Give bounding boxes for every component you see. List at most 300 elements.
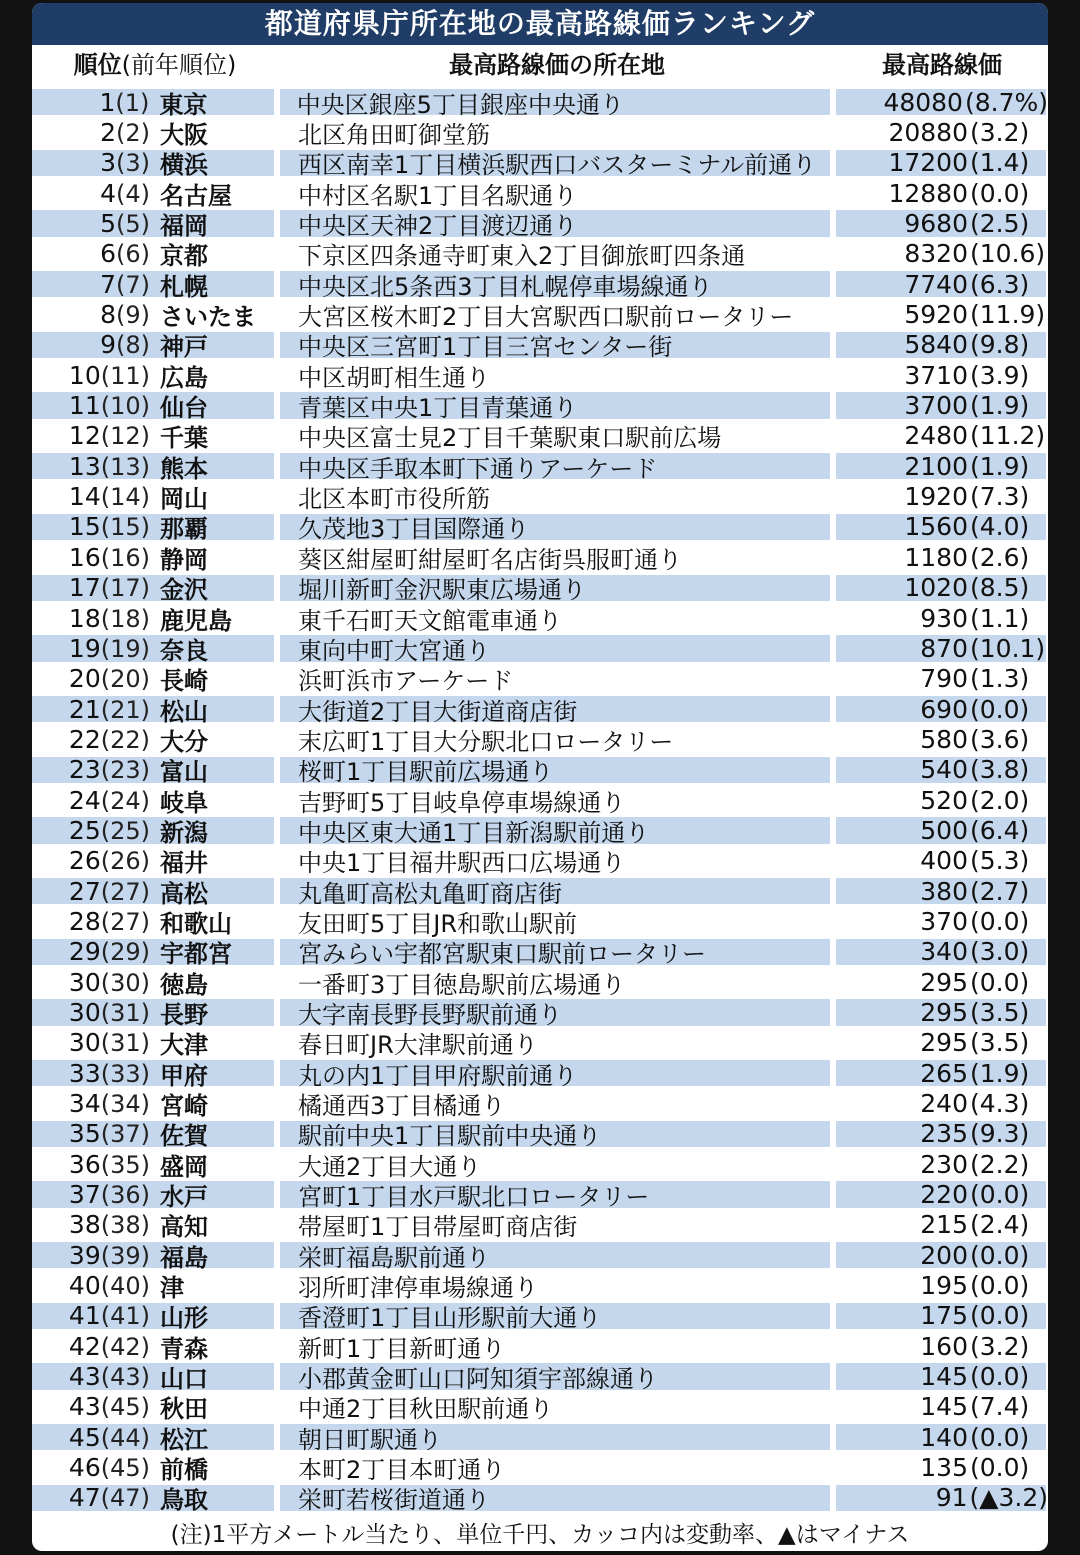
table-row xyxy=(32,1210,1048,1240)
city-name: 名古屋 xyxy=(160,181,232,210)
table-row xyxy=(32,633,1048,663)
rank-cell xyxy=(32,1059,150,1088)
rank-value: 16 xyxy=(68,542,101,572)
price-value: 195 xyxy=(920,1271,968,1301)
prev-rank-value: (10) xyxy=(100,392,150,421)
city-name: さいたま xyxy=(160,303,256,332)
rank-value: 35 xyxy=(68,1119,101,1149)
prev-rank-value: (29) xyxy=(100,938,150,967)
rank-cell xyxy=(32,1028,150,1057)
rank-cell xyxy=(32,543,150,572)
rank-cell xyxy=(32,1271,150,1300)
rank-cell xyxy=(32,755,150,784)
rank-value: 30 xyxy=(68,1028,101,1058)
change-rate: (2.7) xyxy=(970,876,1030,906)
rank-cell xyxy=(32,300,150,329)
table-row xyxy=(32,451,1048,481)
rank-value: 29 xyxy=(68,937,101,967)
city-name: 静岡 xyxy=(160,545,208,574)
prev-rank-value: (36) xyxy=(100,1181,150,1210)
rank-value: 20 xyxy=(68,664,101,694)
prev-rank-value: (27) xyxy=(100,877,150,906)
rank-value: 47 xyxy=(68,1483,101,1513)
rank-value: 12 xyxy=(68,421,101,451)
rank-cell xyxy=(32,88,149,117)
prev-rank-value: (31) xyxy=(100,1029,150,1058)
location-text: 一番町3丁目徳島駅前広場通り xyxy=(298,970,626,999)
rank-cell xyxy=(32,270,150,299)
rank-value: 8 xyxy=(100,300,116,330)
prev-rank-value: (13) xyxy=(100,452,150,481)
change-rate: (1.1) xyxy=(970,603,1030,633)
price-value: 295 xyxy=(920,997,968,1027)
rank-cell xyxy=(32,1119,150,1148)
rank-cell xyxy=(32,1453,150,1482)
prev-rank-value: (21) xyxy=(100,695,150,724)
price-value: 295 xyxy=(920,1028,968,1058)
table-row xyxy=(32,148,1048,178)
prev-rank-value: (16) xyxy=(100,543,150,572)
prev-rank-value: (24) xyxy=(100,786,150,815)
price-value: 340 xyxy=(920,937,968,967)
header-location: 最高路線価の所在地 xyxy=(282,47,836,83)
city-name: 大阪 xyxy=(160,121,208,150)
location-text: 中央区天神2丁目渡辺通り xyxy=(298,212,578,241)
prev-rank-value: (9) xyxy=(116,301,150,330)
price-value: 3700 xyxy=(904,391,968,421)
rank-value: 33 xyxy=(68,1058,101,1088)
location-text: 丸の内1丁目甲府駅前通り xyxy=(298,1061,578,1090)
price-value: 540 xyxy=(920,755,968,785)
location-text: 浜町浜市アーケード xyxy=(298,667,514,696)
rank-cell xyxy=(32,239,150,268)
price-value: 20880 xyxy=(888,118,968,148)
city-name: 山形 xyxy=(160,1304,208,1333)
city-name: 高知 xyxy=(160,1213,208,1242)
prev-rank-value: (15) xyxy=(100,513,150,542)
table-row xyxy=(32,1483,1048,1513)
change-rate: (3.2) xyxy=(970,118,1030,148)
location-text: 宮みらい宇都宮駅東口駅前ロータリー xyxy=(298,940,706,969)
city-name: 高松 xyxy=(160,879,208,908)
rank-cell xyxy=(32,1301,150,1330)
prev-rank-value: (45) xyxy=(100,1454,150,1483)
rank-value: 36 xyxy=(68,1149,101,1179)
table-row xyxy=(32,1088,1048,1121)
change-rate: (0.0) xyxy=(970,1180,1030,1210)
location-text: 青葉区中央1丁目青葉通り xyxy=(298,394,578,423)
rank-cell xyxy=(32,1483,150,1512)
change-rate: (11.2) xyxy=(970,421,1046,451)
city-name: 佐賀 xyxy=(160,1122,208,1151)
rank-value: 1 xyxy=(99,87,116,117)
table-row xyxy=(32,694,1048,724)
table-header xyxy=(32,47,1048,83)
location-text: 中央区北5条西3丁目札幌停車場線通り xyxy=(298,272,713,301)
rank-cell xyxy=(32,1210,150,1239)
location-text: 栄町若桜街道通り xyxy=(297,1486,490,1515)
change-rate: (5.3) xyxy=(970,846,1030,876)
change-rate: (4.3) xyxy=(970,1089,1030,1119)
table-row xyxy=(32,997,1048,1027)
location-text: 中央区東大通1丁目新潟駅前通り xyxy=(298,818,650,847)
price-value: 7740 xyxy=(904,269,968,299)
table-row xyxy=(32,1392,1048,1422)
city-name: 那覇 xyxy=(160,515,208,544)
rank-value: 9 xyxy=(100,330,116,360)
rank-value: 6 xyxy=(100,239,116,269)
price-value: 400 xyxy=(920,846,968,876)
rank-cell xyxy=(32,998,150,1027)
table-row xyxy=(32,178,1048,208)
city-name: 甲府 xyxy=(160,1061,208,1090)
rank-value: 41 xyxy=(68,1301,101,1331)
location-text: 中央区富士見2丁目千葉駅東口駅前広場 xyxy=(298,424,722,453)
prev-rank-value: (45) xyxy=(100,1393,150,1422)
header-rank-label: 順位 xyxy=(73,51,122,79)
rank-cell xyxy=(32,148,150,177)
rank-cell xyxy=(32,816,150,845)
rank-value: 30 xyxy=(68,997,101,1027)
rank-value: 34 xyxy=(68,1089,101,1119)
rank-cell xyxy=(32,786,150,815)
location-text: 春日町JR大津駅前通り xyxy=(298,1031,538,1060)
prev-rank-value: (37) xyxy=(100,1120,150,1149)
table-row xyxy=(32,87,1048,117)
location-text: 朝日町駅通り xyxy=(298,1425,442,1454)
table-row xyxy=(32,117,1048,150)
location-text: 中村区名駅1丁目名駅通り xyxy=(298,181,578,210)
prev-rank-value: (4) xyxy=(116,179,150,208)
change-rate: (6.4) xyxy=(970,815,1030,845)
change-rate: (2.2) xyxy=(970,1149,1030,1179)
rank-value: 22 xyxy=(68,724,101,754)
prev-rank-value: (26) xyxy=(100,847,150,876)
table-row xyxy=(32,755,1048,785)
location-text: 橘通西3丁目橘通り xyxy=(298,1092,506,1121)
location-text: 丸亀町高松丸亀町商店街 xyxy=(298,879,562,908)
change-rate: (0.0) xyxy=(970,967,1030,997)
change-rate: (3.8) xyxy=(970,755,1030,785)
city-name: 神戸 xyxy=(160,333,208,362)
city-name: 長野 xyxy=(160,1000,208,1029)
change-rate: (0.0) xyxy=(970,1301,1030,1331)
change-rate: (2.4) xyxy=(970,1210,1030,1240)
price-value: 160 xyxy=(920,1331,968,1361)
location-text: 小郡黄金町山口阿知須宇部線通り xyxy=(298,1365,658,1394)
location-text: 本町2丁目本町通り xyxy=(298,1456,506,1485)
change-rate: (8.7%) xyxy=(964,87,1048,117)
change-rate: (0.0) xyxy=(970,178,1030,208)
city-name: 東京 xyxy=(159,90,208,119)
table-row xyxy=(32,1301,1048,1331)
change-rate: (0.0) xyxy=(970,1271,1030,1301)
city-name: 大分 xyxy=(160,727,208,756)
change-rate: (3.6) xyxy=(970,724,1030,754)
rank-cell xyxy=(32,209,150,238)
rank-cell xyxy=(32,1180,150,1209)
location-text: 中央1丁目福井駅西口広場通り xyxy=(298,849,626,878)
price-value: 91 xyxy=(935,1483,968,1513)
price-value: 2480 xyxy=(904,421,968,451)
change-rate: (9.8) xyxy=(970,330,1030,360)
table-title: 都道府県庁所在地の最高路線価ランキング xyxy=(32,3,1048,45)
price-value: 220 xyxy=(920,1180,968,1210)
city-name: 松江 xyxy=(160,1425,208,1454)
table-row xyxy=(32,603,1048,633)
prev-rank-value: (34) xyxy=(100,1090,150,1119)
rank-value: 11 xyxy=(68,391,101,421)
city-name: 盛岡 xyxy=(160,1152,208,1181)
location-text: 大宮区桜木町2丁目大宮駅西口駅前ロータリー xyxy=(298,303,794,332)
table-row xyxy=(32,815,1048,845)
rank-cell xyxy=(32,512,150,541)
price-value: 520 xyxy=(920,785,968,815)
prev-rank-value: (6) xyxy=(116,240,150,269)
table-row xyxy=(32,573,1048,603)
change-rate: (1.9) xyxy=(970,451,1030,481)
price-value: 265 xyxy=(920,1058,968,1088)
rank-value: 43 xyxy=(68,1362,101,1392)
change-rate: (▲3.2) xyxy=(969,1483,1048,1513)
prev-rank-value: (44) xyxy=(100,1423,150,1452)
table-row xyxy=(32,1361,1048,1394)
change-rate: (0.0) xyxy=(970,906,1030,936)
change-rate: (7.3) xyxy=(970,482,1030,512)
prev-rank-value: (40) xyxy=(100,1272,150,1301)
prev-rank-value: (19) xyxy=(100,634,150,663)
header-prev-rank-label: (前年順位) xyxy=(121,51,237,79)
location-text: 帯屋町1丁目帯屋町商店街 xyxy=(298,1213,578,1242)
city-name: 秋田 xyxy=(160,1395,208,1424)
location-text: 北区角田町御堂筋 xyxy=(298,121,490,150)
city-name: 新潟 xyxy=(160,818,208,847)
table-row xyxy=(32,1149,1048,1179)
rank-value: 23 xyxy=(68,755,101,785)
change-rate: (3.9) xyxy=(970,360,1030,390)
city-name: 富山 xyxy=(160,758,208,787)
price-value: 295 xyxy=(920,967,968,997)
rank-value: 40 xyxy=(68,1271,101,1301)
ranking-card xyxy=(32,3,1048,1551)
rank-cell xyxy=(32,452,150,481)
rank-cell xyxy=(32,634,150,663)
rank-cell xyxy=(32,421,150,450)
rank-value: 46 xyxy=(68,1453,101,1483)
city-name: 千葉 xyxy=(160,424,208,453)
prev-rank-value: (30) xyxy=(100,968,150,997)
price-value: 930 xyxy=(920,603,968,633)
price-value: 380 xyxy=(920,876,968,906)
city-name: 前橋 xyxy=(160,1456,208,1485)
table-row xyxy=(32,239,1048,269)
price-value: 370 xyxy=(920,906,968,936)
table-row xyxy=(32,1422,1048,1452)
change-rate: (10.6) xyxy=(970,239,1046,269)
prev-rank-value: (27) xyxy=(100,907,150,936)
city-name: 大津 xyxy=(160,1031,208,1060)
price-value: 690 xyxy=(920,694,968,724)
table-row xyxy=(32,724,1048,754)
rank-value: 28 xyxy=(68,906,101,936)
location-text: 北区本町市役所筋 xyxy=(298,485,490,514)
prev-rank-value: (23) xyxy=(100,756,150,785)
table-row xyxy=(32,876,1048,906)
table-row xyxy=(32,1331,1048,1361)
city-name: 横浜 xyxy=(160,151,208,180)
rank-cell xyxy=(32,1392,150,1421)
rank-cell xyxy=(32,695,150,724)
change-rate: (3.5) xyxy=(970,997,1030,1027)
rank-value: 5 xyxy=(100,209,116,239)
rank-cell xyxy=(32,725,150,754)
rank-value: 18 xyxy=(68,603,101,633)
price-value: 175 xyxy=(920,1301,968,1331)
change-rate: (0.0) xyxy=(970,1453,1030,1483)
prev-rank-value: (3) xyxy=(116,149,150,178)
city-name: 山口 xyxy=(160,1365,208,1394)
rank-value: 38 xyxy=(68,1210,101,1240)
prev-rank-value: (35) xyxy=(100,1150,150,1179)
price-value: 8320 xyxy=(904,239,968,269)
price-value: 870 xyxy=(920,633,968,663)
location-text: 中区胡町相生通り xyxy=(298,363,490,392)
rank-value: 17 xyxy=(68,573,101,603)
rank-cell xyxy=(32,179,150,208)
prev-rank-value: (25) xyxy=(100,816,150,845)
city-name: 福岡 xyxy=(160,212,208,241)
prev-rank-value: (22) xyxy=(100,725,150,754)
prev-rank-value: (20) xyxy=(100,665,150,694)
change-rate: (6.3) xyxy=(970,269,1030,299)
city-name: 宮崎 xyxy=(160,1092,208,1121)
rank-cell xyxy=(32,937,150,966)
price-value: 1020 xyxy=(904,573,968,603)
price-value: 135 xyxy=(920,1453,968,1483)
footnote: (注)1平方メートル当たり、単位千円、カッコ内は変動率、▲はマイナス xyxy=(170,1522,910,1548)
prev-rank-value: (43) xyxy=(100,1363,150,1392)
header-price: 最高路線価 xyxy=(882,51,1002,79)
rank-cell xyxy=(32,846,150,875)
price-value: 9680 xyxy=(904,209,968,239)
table-row xyxy=(32,1028,1048,1058)
rank-value: 39 xyxy=(68,1240,101,1270)
location-text: 香澄町1丁目山形駅前大通り xyxy=(298,1304,602,1333)
location-text: 中通2丁目秋田駅前通り xyxy=(298,1395,554,1424)
location-text: 末広町1丁目大分駅北口ロータリー xyxy=(298,727,674,756)
location-text: 葵区紺屋町紺屋町名店街呉服町通り xyxy=(298,545,682,574)
rank-cell xyxy=(32,1362,150,1391)
prev-rank-value: (31) xyxy=(100,998,150,1027)
city-name: 徳島 xyxy=(160,970,208,999)
location-text: 中央区三宮町1丁目三宮センター街 xyxy=(298,333,673,362)
table-row xyxy=(32,390,1048,423)
city-name: 金沢 xyxy=(160,576,208,605)
table-row xyxy=(32,542,1048,572)
location-text: 桜町1丁目駅前広場通り xyxy=(298,758,554,787)
table-row xyxy=(32,299,1048,332)
rank-cell xyxy=(32,1423,150,1452)
prev-rank-value: (41) xyxy=(100,1302,150,1331)
rank-value: 10 xyxy=(68,360,101,390)
rank-value: 21 xyxy=(68,694,101,724)
rank-cell xyxy=(32,604,150,633)
rank-value: 13 xyxy=(68,451,101,481)
location-text: 久茂地3丁目国際通り xyxy=(298,515,530,544)
city-name: 京都 xyxy=(160,242,208,271)
city-name: 札幌 xyxy=(160,272,208,301)
rank-value: 26 xyxy=(68,846,101,876)
city-name: 松山 xyxy=(160,697,208,726)
table-row xyxy=(32,967,1048,997)
rank-cell xyxy=(32,968,150,997)
city-name: 仙台 xyxy=(160,394,208,423)
price-value: 235 xyxy=(920,1119,968,1149)
rank-value: 25 xyxy=(68,815,101,845)
location-text: 堀川新町金沢駅東広場通り xyxy=(298,576,586,605)
table-row xyxy=(32,512,1048,542)
location-text: 吉野町5丁目岐阜停車場線通り xyxy=(298,788,626,817)
price-value: 1180 xyxy=(904,542,968,572)
price-value: 5840 xyxy=(904,330,968,360)
rank-value: 3 xyxy=(100,148,116,178)
rank-cell xyxy=(32,482,150,511)
city-name: 岐阜 xyxy=(160,788,208,817)
price-value: 2100 xyxy=(904,451,968,481)
change-rate: (3.5) xyxy=(970,1028,1030,1058)
location-text: 中央区手取本町下通りアーケード xyxy=(298,454,658,483)
rank-value: 24 xyxy=(68,785,101,815)
rank-value: 45 xyxy=(68,1422,101,1452)
location-text: 大街道2丁目大街道商店街 xyxy=(298,697,578,726)
location-text: 中央区銀座5丁目銀座中央通り xyxy=(296,90,624,119)
table-row xyxy=(32,1058,1048,1088)
city-name: 青森 xyxy=(160,1334,208,1363)
rank-cell xyxy=(32,877,150,906)
rank-value: 4 xyxy=(100,178,116,208)
table-row xyxy=(32,330,1048,360)
city-name: 水戸 xyxy=(160,1183,208,1212)
prev-rank-value: (39) xyxy=(100,1241,150,1270)
prev-rank-value: (12) xyxy=(100,422,150,451)
price-value: 200 xyxy=(920,1240,968,1270)
location-text: 宮町1丁目水戸駅北口ロータリー xyxy=(298,1183,650,1212)
change-rate: (4.0) xyxy=(970,512,1030,542)
change-rate: (9.3) xyxy=(970,1119,1030,1149)
city-name: 鳥取 xyxy=(159,1486,208,1515)
location-text: 羽所町津停車場線通り xyxy=(298,1274,538,1303)
header-rank xyxy=(32,47,282,83)
table-row xyxy=(32,360,1048,390)
change-rate: (1.9) xyxy=(970,1058,1030,1088)
rank-cell xyxy=(32,1332,150,1361)
location-text: 友田町5丁目JR和歌山駅前 xyxy=(298,909,578,938)
change-rate: (11.9) xyxy=(970,300,1046,330)
prev-rank-value: (1) xyxy=(115,88,150,117)
change-rate: (2.6) xyxy=(970,542,1030,572)
price-value: 790 xyxy=(920,664,968,694)
prev-rank-value: (11) xyxy=(100,361,150,390)
city-name: 熊本 xyxy=(160,454,208,483)
table-row xyxy=(32,937,1048,967)
change-rate: (0.0) xyxy=(970,1240,1030,1270)
prev-rank-value: (17) xyxy=(100,574,150,603)
price-value: 230 xyxy=(920,1149,968,1179)
change-rate: (8.5) xyxy=(970,573,1030,603)
table-row xyxy=(32,1119,1048,1149)
price-value: 1920 xyxy=(904,482,968,512)
rank-cell xyxy=(32,118,150,147)
